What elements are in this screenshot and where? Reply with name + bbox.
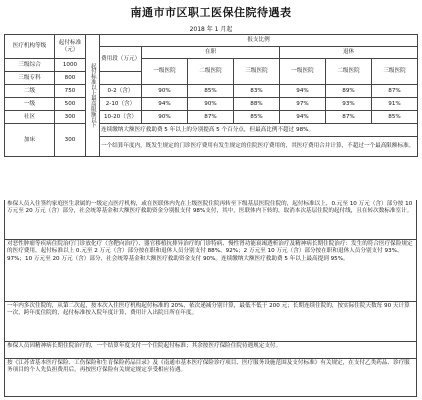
effective-date: 2018 年 1 月起 (189, 26, 233, 33)
institution-threshold: 1000 (55, 59, 86, 72)
rate-cell: 85% (234, 111, 280, 124)
segment-range: 2-10（含） (100, 98, 142, 111)
rate-cell: 94% (142, 98, 188, 111)
institution-threshold: 300 (55, 111, 86, 124)
segment-range: 10-20（含） (100, 111, 142, 124)
header-level3: 三级医院 (372, 59, 418, 85)
rate-cell: 91% (372, 98, 418, 111)
header-cost-segment: 费用段（万元） (100, 47, 142, 72)
paragraph-multiple-admissions: 一年内多次住院的，从第二次起，按本次入住医疗机构起付标准的 20%，依次递减分别计算，最低不低于 200 元；长期连续住院的，按实际住院天数每 90 天计算一次，跨年度住院的，起付标准按入院年度计算，费用计入出院日所在年度。 (4, 302, 417, 342)
rate-cell: 89% (326, 85, 372, 98)
header-level1: 一级医院 (280, 59, 326, 85)
rate-cell: 93% (326, 98, 372, 111)
rate-cell: 94% (280, 111, 326, 124)
institution-name: 二级 (5, 85, 55, 98)
topup-threshold: 300 (55, 124, 86, 157)
topup-name: 加床 (5, 124, 55, 157)
rate-cell: 97% (280, 98, 326, 111)
rate-cell: 88% (234, 98, 280, 111)
header-level3: 三级医院 (234, 59, 280, 85)
note-long-term: 连续缴纳大额医疗救助费 5 年以上的分别提高 5 个百分点，但最高比例不超过 98%。 (100, 124, 418, 137)
header-in-service: 在职 (142, 47, 280, 59)
header-reimbursement: 报支比例 (100, 35, 418, 47)
header-threshold: 起付标准（元） (55, 35, 86, 59)
institution-name: 一级 (5, 98, 55, 111)
rate-cell: 83% (234, 85, 280, 98)
rate-cell: 87% (326, 111, 372, 124)
rate-cell: 94% (280, 85, 326, 98)
institution-threshold: 750 (55, 85, 86, 98)
institution-name: 三级综合 (5, 59, 55, 72)
institution-name: 三级专科 (5, 72, 55, 85)
institution-name: 社区 (5, 111, 55, 124)
paragraph-drug-catalog: 按《江苏省基本医疗保险、工伤保险和生育保险药品目录》及《南通市基本医疗保险诊疗项目、医疗服务设施范围及支付标准》有关规定，在支付乙类药品、诊疗服务项目的个人先负担费用后，再按医疗保险有关规定规定享受相应待遇。 (4, 359, 417, 397)
institution-threshold: 500 (55, 98, 86, 111)
paragraph-psychiatric: 参保人员因精神病长期住院治疗的，一个结算年度支付一个住院起付标准；其余按医疗保险住院待遇规定支付。 (4, 342, 417, 359)
paragraph-special-diseases: 对恶性肿瘤等疾病住院治疗门诊放化疗（含靶向治疗）、器官移植抗排异治疗的门诊特病、慢性肾功能衰竭透析治疗及精神病长期住院治疗：发生的符合医疗保险规定的医疗费用，起付标准以上 0.元至 2 万元（含）部分按在职和退休人员分别支付 88%、92%；2 万元至 10 万元（含）部分按在职和退休人员分别支付 93%、97%；10 万元至 20 万元（含）部分，社会统筹基金和大额医疗救助资金支付 90%。连续缴纳大额医疗救助费 5 年以上最高提到 95%。 (4, 240, 417, 302)
header-institution: 医疗机构等级 (5, 35, 55, 59)
document-title: 南通市市区职工医保住院待遇表 (130, 6, 292, 19)
segment-range: 0-2（含） (100, 85, 142, 98)
institution-threshold: 800 (55, 72, 86, 85)
header-level2: 二级医院 (326, 59, 372, 85)
header-retired: 退休 (280, 47, 418, 59)
header-vertical-note: 起付标准以上最高限额以下 (86, 35, 100, 157)
benefit-table (4, 34, 418, 157)
header-level2: 二级医院 (188, 59, 234, 85)
rate-cell: 90% (142, 85, 188, 98)
header-level1: 一级医院 (142, 59, 188, 85)
note-annual-cap: 一个结算年度内，既发生规定的门诊医疗费用有发生规定的住院医疗费用的，其医疗费用合并计算，不超过一个最高限额标准。 (100, 137, 418, 157)
rate-cell: 85% (188, 85, 234, 98)
rate-cell: 90% (142, 111, 188, 124)
rate-cell: 87% (188, 111, 234, 124)
rate-cell: 90% (188, 98, 234, 111)
rate-cell: 85% (372, 111, 418, 124)
rate-cell: 87% (372, 85, 418, 98)
paragraph-family-doctor: 参保人员入住签约家庭医生隶属的一级定点医疗机构，或在医联体内先在上级医院住院再转至下级基层医院住院的，起付标准以上，0.元至 10 万元（含）部分按 10 万元至 20 万元（含）部分，社会统筹基金和大额医疗救助资金分别报支付 98%支付，其中，医联体内下转的，取消本次基层住院的起付线，且在转次数标准室计。 (4, 200, 417, 240)
